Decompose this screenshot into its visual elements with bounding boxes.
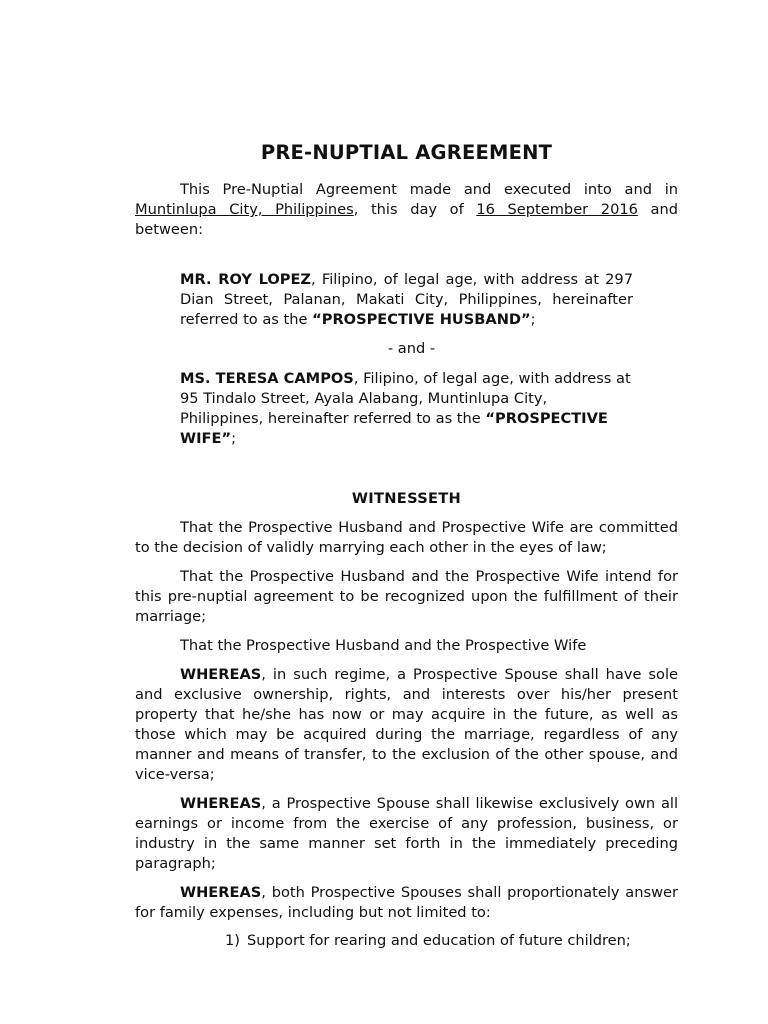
party-husband-details: , Filipino, of legal age, with address at 297 Dian Street, Palanan, Makati City, Philippines, hereinafter referred to as the <box>180 271 633 328</box>
recital-paragraph-1: That the Prospective Husband and Prospective Wife are committed to the decision of validly marrying each other in the eyes of law; <box>135 519 678 556</box>
whereas-keyword: WHEREAS <box>180 884 262 901</box>
whereas-paragraph-1 <box>135 665 678 785</box>
intro-date: 16 September 2016 <box>476 201 638 218</box>
intro-paragraph <box>135 180 678 240</box>
document-title: PRE-NUPTIAL AGREEMENT <box>260 141 553 164</box>
list-item-number: 1) <box>225 932 240 949</box>
whereas-keyword: WHEREAS <box>180 666 262 683</box>
party-husband-designation: “PROSPECTIVE HUSBAND” <box>312 311 531 328</box>
intro-text-end: and between: <box>135 201 678 238</box>
party-wife-end: ; <box>231 430 236 447</box>
intro-place: Muntinlupa City, Philippines <box>135 201 354 218</box>
party-wife-details: , Filipino, of legal age, with address at 95 Tindalo Street, Ayala Alabang, Muntinlupa City, Philippines, hereinafter referred to as the <box>180 370 631 427</box>
party-wife-name: MS. TERESA CAMPOS <box>180 370 354 387</box>
recital-paragraph-3: That the Prospective Husband and the Prospective Wife <box>180 637 587 654</box>
list-item <box>225 931 678 951</box>
intro-text-date-lead: , this day of <box>353 201 477 218</box>
party-wife <box>180 369 633 449</box>
party-husband-end: ; <box>530 311 536 328</box>
whereas-keyword: WHEREAS <box>180 795 262 812</box>
whereas-text: , in such regime, a Prospective Spouse shall have sole and exclusive ownership, rights, and interests over his/her present property that he/she has now or may acquire in the future, as well as those which may be acquired during the marriage, regardless of any manner and means of transfer, to the exclusion of the other spouse, and vice-versa; <box>135 666 678 783</box>
party-husband <box>180 270 633 330</box>
whereas-text: , both Prospective Spouses shall proportionately answer for family expenses, including but not limited to: <box>135 884 678 921</box>
party-wife-designation: “PROSPECTIVE WIFE” <box>180 410 608 447</box>
whereas-text: , a Prospective Spouse shall likewise exclusively own all earnings or income from the exercise of any profession, business, or industry in the same manner set forth in the immediately preceding paragraph; <box>135 795 678 872</box>
party-husband-name: MR. ROY LOPEZ <box>180 271 312 288</box>
list-item-text: Support for rearing and education of future children; <box>247 932 631 949</box>
witnesseth-heading: WITNESSETH <box>351 490 462 507</box>
intro-text: This Pre-Nuptial Agreement made and executed into and in <box>180 181 678 198</box>
whereas-paragraph-3 <box>135 883 678 923</box>
whereas-paragraph-2 <box>135 794 678 874</box>
recital-paragraph-2: That the Prospective Husband and the Prospective Wife intend for this pre-nuptial agreement to be recognized upon the fulfillment of their marriage; <box>135 568 678 625</box>
and-separator: - and - <box>387 340 436 357</box>
